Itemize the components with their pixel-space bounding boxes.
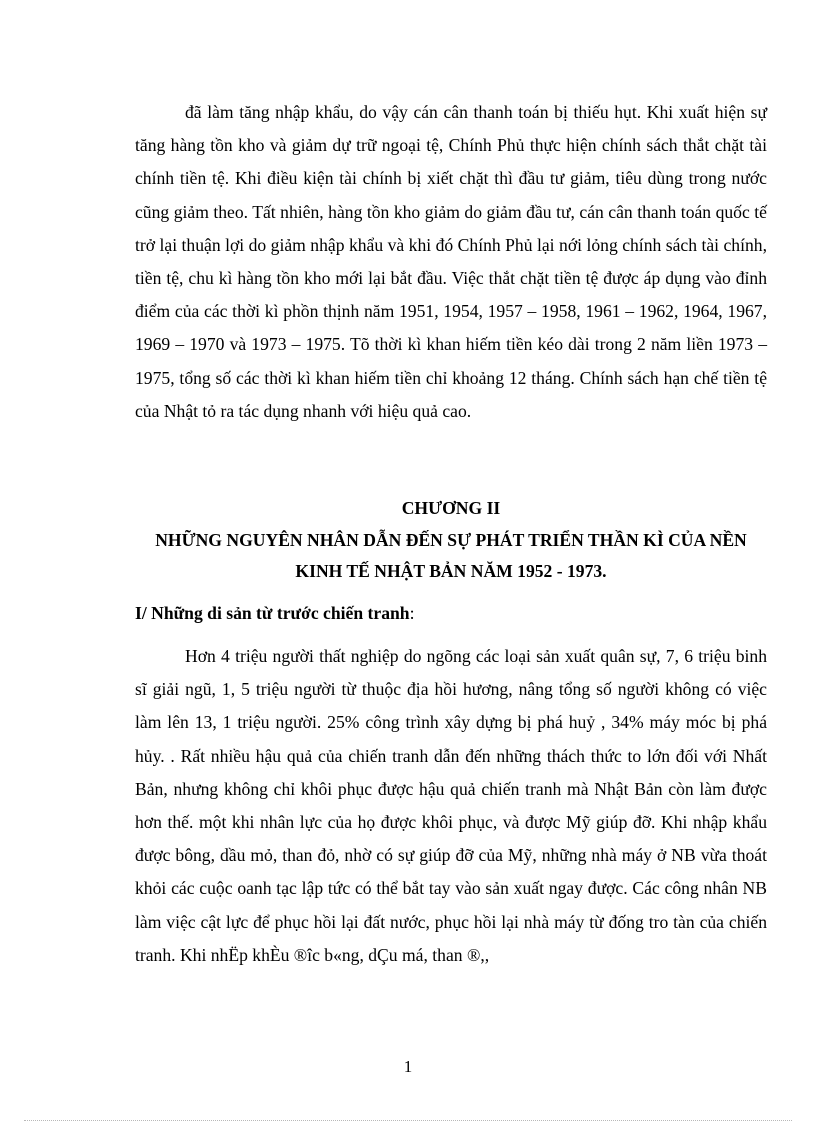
section-heading: I/ Những di sản từ trước chiến tranh bbox=[135, 603, 410, 623]
chapter-heading: CHƯƠNG II bbox=[401, 498, 501, 518]
page-bottom-divider bbox=[24, 1120, 792, 1121]
chapter-title: NHỮNG NGUYÊN NHÂN DẪN ĐẾN SỰ PHÁT TRIỂN THẦN KÌ CỦA NỀN KINH TẾ NHẬT BẢN NĂM 1952 - 1973. bbox=[155, 530, 747, 581]
paragraph-2: Hơn 4 triệu người thất nghiệp do ngõng các loại sản xuất quân sự, 7, 6 triệu binh sĩ giải ngũ, 1, 5 triệu người từ thuộc địa hồi hương, nâng tổng số người không có việc làm lên 13, 1 triệu người. 25% công trình xây dựng bị phá huỷ , 34% máy móc bị phá hủy. . Rất nhiều hậu quả của chiến tranh dẫn đến những thách thức to lớn đối với Nhất Bản, nhưng không chỉ khôi phục được hậu quả chiến tranh mà Nhật Bản còn làm được hơn thế. một khi nhân lực của họ được khôi phục, và được Mỹ giúp đỡ. Khi nhập khẩu được bông, dầu mỏ, than đỏ, nhờ có sự giúp đỡ của Mỹ, những nhà máy ở NB vừa thoát khỏi các cuộc oanh tạc lập tức có thể bắt tay vào sản xuất ngay được. Các công nhân NB làm việc cật lực để phục hồi lại đất nước, phục hồi lại nhà máy từ đống tro tàn của chiến tranh. Khi nhËp khÈu ®îc b«ng, dÇu má, than ®,, bbox=[135, 646, 767, 965]
paragraph-1: đã làm tăng nhập khẩu, do vậy cán cân thanh toán bị thiếu hụt. Khi xuất hiện sự tăng hàng tồn kho và giảm dự trữ ngoại tệ, Chính Phủ thực hiện chính sách thắt chặt tài chính tiền tệ. Khi điều kiện tài chính bị xiết chặt thì đầu tư giảm, tiêu dùng trong nước cũng giảm theo. Tất nhiên, hàng tồn kho giảm do giảm đầu tư, cán cân thanh toán quốc tế trở lại thuận lợi do giảm nhập khẩu và khi đó Chính Phủ lại nới lỏng chính sách tài chính, tiền tệ, chu kì hàng tồn kho mới lại bắt đầu. Việc thắt chặt tiền tệ được áp dụng vào đỉnh điểm của các thời kì phồn thịnh năm 1951, 1954, 1957 – 1958, 1961 – 1962, 1964, 1967, 1969 – 1970 và 1973 – 1975. Tõ thời kì khan hiếm tiền kéo dài trong 2 năm liền 1973 – 1975, tổng số các thời kì khan hiếm tiền chỉ khoảng 12 tháng. Chính sách hạn chế tiền tệ của Nhật tỏ ra tác dụng nhanh với hiệu quả cao. bbox=[135, 102, 767, 421]
page-number: 1 bbox=[403, 1057, 413, 1076]
section-heading-colon: : bbox=[409, 603, 415, 623]
section-heading-line bbox=[135, 598, 414, 628]
